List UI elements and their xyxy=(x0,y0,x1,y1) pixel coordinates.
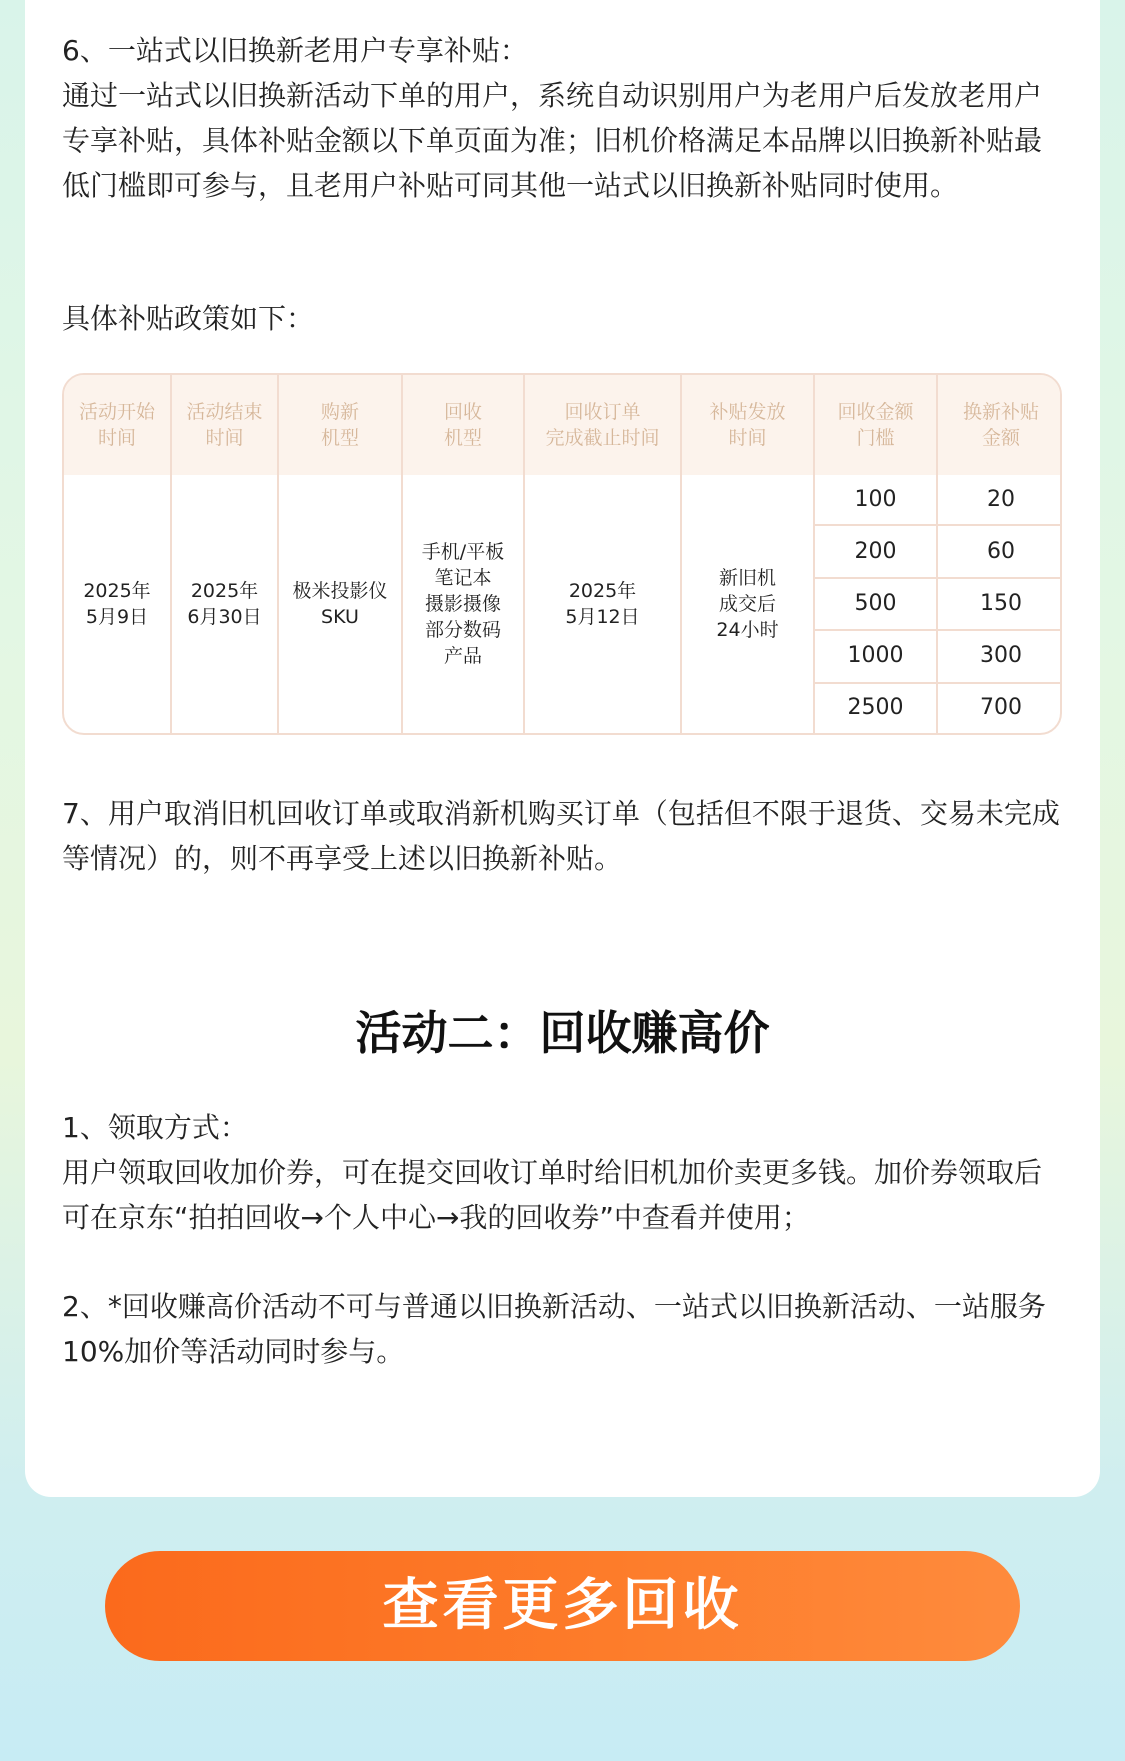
item6-title: 6、一站式以旧换新老用户专享补贴： xyxy=(62,34,528,67)
cell-start-date: 2025年 5月9日 xyxy=(64,475,171,733)
item6-body: 通过一站式以旧换新活动下单的用户，系统自动识别用户为老用户后发放老用户专享补贴，具体补贴金额以下单页面为准；旧机价格满足本品牌以旧换新补贴最低门槛即可参与，且老用户补贴可同其他一站式以旧换新补贴同时使用。 xyxy=(62,79,1043,202)
cell-payout-time: 新旧机 成交后 24小时 xyxy=(681,475,814,733)
cell-threshold: 100 xyxy=(814,475,937,525)
table-row xyxy=(64,475,1062,525)
header-new-model: 购新 机型 xyxy=(278,375,402,475)
header-end-time: 活动结束 时间 xyxy=(171,375,278,475)
cell-end-date: 2025年 6月30日 xyxy=(171,475,278,733)
a2-item1-body: 用户领取回收加价券，可在提交回收订单时给旧机加价卖更多钱。加价券领取后可在京东“拍拍回收→个人中心→我的回收券”中查看并使用； xyxy=(62,1156,1043,1234)
policy-intro: 具体补贴政策如下： xyxy=(62,302,315,335)
cell-new-model: 极米投影仪 SKU xyxy=(278,475,402,733)
cell-threshold: 1000 xyxy=(814,630,937,682)
cell-threshold: 2500 xyxy=(814,683,937,734)
header-payout-time: 补贴发放 时间 xyxy=(681,375,814,475)
cell-threshold: 200 xyxy=(814,525,937,577)
cell-subsidy: 700 xyxy=(980,695,1022,721)
cell-threshold: 500 xyxy=(814,578,937,630)
cell-deadline: 2025年 5月12日 xyxy=(524,475,681,733)
a2-item2-text: 2、*回收赚高价活动不可与普通以旧换新活动、一站式以旧换新活动、一站服务10%加价等活动同时参与。 xyxy=(62,1290,1046,1368)
cell-subsidy: 300 xyxy=(937,630,1062,682)
header-start-time: 活动开始 时间 xyxy=(64,375,171,475)
cell-recycle-model: 手机/平板 笔记本 摄影摄像 部分数码 产品 xyxy=(402,475,524,733)
cell-subsidy: 20 xyxy=(937,475,1062,525)
content-card xyxy=(25,0,1100,1497)
a2-item1-title: 1、领取方式： xyxy=(62,1111,248,1144)
activity2-title: 活动二：回收赚高价 xyxy=(355,1006,770,1060)
subsidy-policy-table xyxy=(62,373,1062,735)
header-recycle-model: 回收 机型 xyxy=(402,375,524,475)
view-more-recycle-button[interactable]: 查看更多回收 xyxy=(105,1551,1020,1661)
header-threshold: 回收金额 门槛 xyxy=(814,375,937,475)
cell-subsidy: 60 xyxy=(937,525,1062,577)
cell-subsidy: 150 xyxy=(937,578,1062,630)
item7-text: 7、用户取消旧机回收订单或取消新机购买订单（包括但不限于退货、交易未完成等情况）的，则不再享受上述以旧换新补贴。 xyxy=(62,797,1060,875)
header-subsidy: 换新补贴 金额 xyxy=(937,375,1062,475)
header-deadline: 回收订单 完成截止时间 xyxy=(524,375,681,475)
table-header-row xyxy=(64,375,1062,475)
